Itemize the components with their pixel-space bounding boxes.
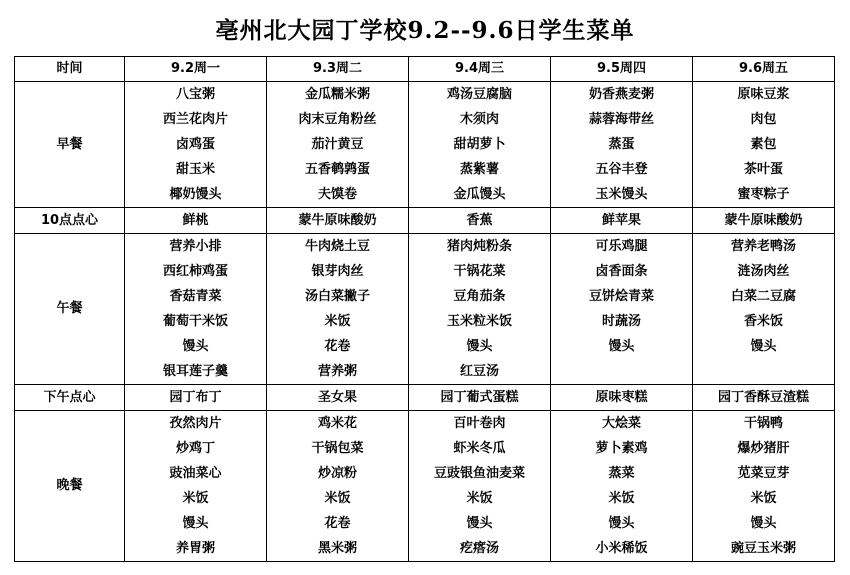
header-cell-tue: 9.3周二: [267, 57, 409, 82]
menu-item: 鲜苹果: [601, 213, 641, 228]
menu-item: 玉米粒米饭: [446, 314, 512, 329]
menu-item: 蒸紫薯: [459, 162, 499, 177]
header-cell-thu: 9.5周四: [551, 57, 693, 82]
menu-cell-afternoon-snack-tue: [267, 385, 409, 411]
menu-item: 百叶卷肉: [453, 416, 506, 431]
menu-cell-dinner-tue: [267, 411, 409, 562]
menu-item: 馒头: [608, 516, 635, 531]
menu-item: 茶叶蛋: [743, 162, 783, 177]
menu-item: 茄汁黄豆: [311, 137, 364, 152]
menu-item: 蒙牛原味酸奶: [724, 213, 803, 228]
menu-item: 香蕉: [466, 213, 493, 228]
menu-item: 玉米馒头: [595, 187, 648, 202]
menu-item: 馒头: [608, 339, 635, 354]
meal-label-morning-snack: 10点点心: [15, 208, 125, 234]
menu-item: 豆角茄条: [453, 289, 506, 304]
menu-item: 疙瘩汤: [459, 541, 499, 556]
menu-item: 素包: [750, 137, 777, 152]
meal-label-dinner: 晚餐: [15, 411, 125, 562]
menu-item: 蒸蛋: [608, 137, 635, 152]
menu-item: 甜胡萝卜: [453, 137, 506, 152]
menu-item: 西红柿鸡蛋: [162, 264, 228, 279]
menu-cell-dinner-thu: [551, 411, 693, 562]
menu-cell-afternoon-snack-fri: [693, 385, 835, 411]
menu-item: 红豆汤: [459, 364, 499, 379]
menu-item: 时蔬汤: [601, 314, 641, 329]
menu-item: 炒鸡丁: [175, 441, 215, 456]
menu-cell-breakfast-fri: [693, 82, 835, 208]
menu-cell-lunch-wed: [409, 234, 551, 385]
menu-item: 圣女果: [317, 390, 357, 405]
menu-cell-lunch-thu: [551, 234, 693, 385]
menu-item: 养胃粥: [175, 541, 215, 556]
menu-item: 米饭: [324, 491, 351, 506]
menu-cell-breakfast-thu: [551, 82, 693, 208]
menu-cell-morning-snack-fri: [693, 208, 835, 234]
table-row-morning-snack: [15, 208, 835, 234]
menu-cell-lunch-tue: [267, 234, 409, 385]
menu-item: 猪肉炖粉条: [446, 239, 512, 254]
menu-cell-morning-snack-wed: [409, 208, 551, 234]
menu-item: 甜玉米: [175, 162, 215, 177]
menu-item: 干锅包菜: [311, 441, 364, 456]
menu-table: [14, 56, 835, 562]
menu-item: 涟汤肉丝: [737, 264, 790, 279]
header-row: [15, 57, 835, 82]
menu-cell-breakfast-wed: [409, 82, 551, 208]
menu-cell-morning-snack-tue: [267, 208, 409, 234]
menu-item: 大烩菜: [601, 416, 641, 431]
menu-cell-morning-snack-thu: [551, 208, 693, 234]
menu-item: 园丁葡式蛋糕: [440, 390, 519, 405]
menu-item: 卤鸡蛋: [175, 137, 215, 152]
menu-item: 八宝粥: [175, 87, 215, 102]
menu-item: 馒头: [466, 339, 493, 354]
menu-item: 奶香燕麦粥: [588, 87, 654, 102]
menu-item: 馒头: [750, 339, 777, 354]
table-row-dinner: [15, 411, 835, 562]
menu-item: 银芽肉丝: [311, 264, 364, 279]
menu-item: 豆豉银鱼油麦菜: [433, 466, 525, 481]
menu-item: 鸡汤豆腐脑: [446, 87, 512, 102]
menu-item: 金瓜糯米粥: [304, 87, 370, 102]
menu-item: 萝卜素鸡: [595, 441, 648, 456]
menu-item: 蒜蓉海带丝: [588, 112, 654, 127]
menu-item: 五香鹌鹑蛋: [304, 162, 370, 177]
menu-item: 葡萄干米饭: [162, 314, 228, 329]
menu-cell-afternoon-snack-mon: [125, 385, 267, 411]
menu-body: [15, 82, 835, 562]
menu-item: 鸡米花: [317, 416, 357, 431]
menu-cell-afternoon-snack-wed: [409, 385, 551, 411]
menu-cell-dinner-wed: [409, 411, 551, 562]
menu-item: 夫馍卷: [317, 187, 357, 202]
menu-item: 黑米粥: [317, 541, 357, 556]
menu-item: 孜然肉片: [169, 416, 222, 431]
menu-item: 馒头: [466, 516, 493, 531]
menu-item: 白菜二豆腐: [730, 289, 796, 304]
menu-item: 木须肉: [459, 112, 499, 127]
menu-item: 金瓜馒头: [453, 187, 506, 202]
menu-item: 馒头: [750, 516, 777, 531]
menu-item: 蒙牛原味酸奶: [298, 213, 377, 228]
menu-item: 可乐鸡腿: [595, 239, 648, 254]
table-row-lunch: [15, 234, 835, 385]
menu-item: 米饭: [608, 491, 635, 506]
menu-item: 馒头: [182, 339, 209, 354]
menu-cell-lunch-mon: [125, 234, 267, 385]
menu-item: [551, 359, 692, 384]
menu-cell-dinner-mon: [125, 411, 267, 562]
header-cell-fri: 9.6周五: [693, 57, 835, 82]
menu-item: 苋菜豆芽: [737, 466, 790, 481]
menu-item: 爆炒猪肝: [737, 441, 790, 456]
table-row-afternoon-snack: [15, 385, 835, 411]
menu-item: 干锅鸭: [743, 416, 783, 431]
menu-cell-breakfast-tue: [267, 82, 409, 208]
menu-item: [693, 359, 834, 384]
menu-item: 小米稀饭: [595, 541, 648, 556]
menu-item: 花卷: [324, 339, 351, 354]
menu-item: 炒凉粉: [317, 466, 357, 481]
meal-label-afternoon-snack: 下午点心: [15, 385, 125, 411]
menu-item: 豆饼烩青菜: [588, 289, 654, 304]
menu-item: 营养老鸭汤: [730, 239, 796, 254]
menu-item: 干锅花菜: [453, 264, 506, 279]
menu-item: 卤香面条: [595, 264, 648, 279]
menu-item: 蜜枣粽子: [737, 187, 790, 202]
menu-cell-breakfast-mon: [125, 82, 267, 208]
menu-item: 营养粥: [317, 364, 357, 379]
menu-item: 米饭: [324, 314, 351, 329]
header-cell-wed: 9.4周三: [409, 57, 551, 82]
menu-item: 肉末豆角粉丝: [298, 112, 377, 127]
menu-item: 香米饭: [743, 314, 783, 329]
menu-item: 馒头: [182, 516, 209, 531]
header-cell-time: 时间: [15, 57, 125, 82]
menu-item: 虾米冬瓜: [453, 441, 506, 456]
menu-item: 香菇青菜: [169, 289, 222, 304]
menu-item: 豉油菜心: [169, 466, 222, 481]
menu-item: 米饭: [466, 491, 493, 506]
menu-item: 牛肉烧土豆: [304, 239, 370, 254]
menu-item: 蒸菜: [608, 466, 635, 481]
menu-item: 花卷: [324, 516, 351, 531]
menu-item: 米饭: [182, 491, 209, 506]
menu-item: 西兰花肉片: [162, 112, 228, 127]
menu-item: 园丁布丁: [169, 390, 222, 405]
menu-item: 豌豆玉米粥: [730, 541, 796, 556]
menu-item: 汤白菜撇子: [304, 289, 370, 304]
table-row-breakfast: [15, 82, 835, 208]
menu-item: 银耳莲子羹: [162, 364, 228, 379]
menu-item: 鲜桃: [182, 213, 209, 228]
menu-item: 肉包: [750, 112, 777, 127]
menu-cell-dinner-fri: [693, 411, 835, 562]
meal-label-breakfast: 早餐: [15, 82, 125, 208]
header-cell-mon: 9.2周一: [125, 57, 267, 82]
menu-item: 原味枣糕: [595, 390, 648, 405]
menu-cell-morning-snack-mon: [125, 208, 267, 234]
menu-cell-afternoon-snack-thu: [551, 385, 693, 411]
menu-cell-lunch-fri: [693, 234, 835, 385]
menu-item: 营养小排: [169, 239, 222, 254]
menu-item: 椰奶馒头: [169, 187, 222, 202]
menu-item: 园丁香酥豆渣糕: [717, 390, 809, 405]
menu-item: 原味豆浆: [737, 87, 790, 102]
page-title: 亳州北大园丁学校9.2--9.6日学生菜单: [215, 17, 635, 44]
menu-item: 米饭: [750, 491, 777, 506]
meal-label-lunch: 午餐: [15, 234, 125, 385]
menu-item: 五谷丰登: [595, 162, 648, 177]
